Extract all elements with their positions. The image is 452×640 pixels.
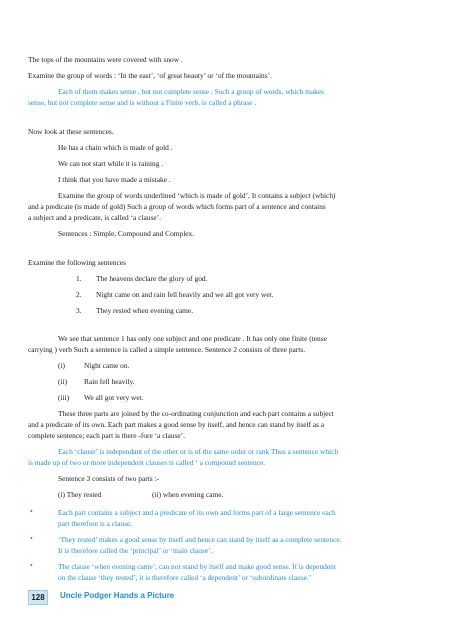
numbered-item-3-text: They rested when evening came.	[96, 306, 194, 315]
sentence-3-parts-intro: Sentence 3 consists of two parts :-	[58, 474, 159, 483]
section-2-heading: Now look at these sentences.	[28, 127, 114, 136]
bullet-2-line-2: It is therefore called the ‘principal’ or ‘main clause’.	[58, 546, 213, 555]
numbered-item-3-number: 3.	[76, 306, 82, 315]
coordination-line-2: and a predicate of its own. Each part makes a good sense by itself, and hence can stand by itself as a	[28, 420, 325, 429]
compound-definition-line-2: is made up of two or more independent clauses is called ‘ a compound sentence.	[28, 458, 266, 467]
footer-book-title: Uncle Podger Hands a Picture	[60, 591, 175, 600]
bullet-1-line-2: part therefore is a clause.	[58, 519, 133, 528]
sentence-3-part-2: (ii) when evening came.	[152, 490, 224, 499]
phrase-definition-line-1: Each of them makes sense , but not complete sense . Such a group of words, which makes	[58, 87, 324, 96]
bullet-3-marker: •	[30, 561, 33, 570]
sentence-types: Sentences : Simple, Compound and Complex.	[58, 229, 195, 238]
coordination-line-1: These three parts are joined by the co-ordinating conjunction and each part contains a subject	[58, 409, 334, 418]
example-sentence-2: We can not start while it is raining .	[58, 159, 164, 168]
intro-line-2: Examine the group of words : ‘In the east’, ‘of great beauty’ or ‘of the mountains’.	[28, 71, 272, 80]
bullet-2-marker: •	[30, 534, 33, 543]
compound-definition-line-1: Each ‘clause’ is independant of the other or is of the same order or rank Thus a sentence which	[58, 447, 339, 456]
clause-explanation-line-1: Examine the group of words underlined ‘which is made of gold’, It contains a subject (which)	[58, 191, 336, 200]
section-3-heading: Examine the following sentences	[28, 258, 126, 267]
part-1-number: (i)	[58, 361, 65, 370]
bullet-3-line-1: The clause ‘when evening came’, can not stand by itself and make good sense. It is dependent	[58, 562, 336, 571]
intro-line-1: The tops of the mountains were covered with snow .	[28, 55, 183, 64]
bullet-1-marker: •	[30, 507, 33, 516]
part-3-text: We all got very wet.	[84, 393, 144, 402]
page-number: 128	[28, 590, 48, 605]
simple-sentence-line-2: carrying ) verb Such a sentence is called a simple sentence. Sentence 2 consists of three parts.	[28, 345, 306, 354]
clause-explanation-line-3: a subject and a predicate, is called ‘a clause’.	[28, 213, 161, 222]
numbered-item-1-text: The heavens declare the glory of god.	[96, 274, 208, 283]
sentence-3-part-1: (i) They rested	[58, 490, 102, 499]
example-sentence-3: I think that you have made a mistake .	[58, 175, 171, 184]
numbered-item-2-number: 2.	[76, 290, 82, 299]
example-sentence-1: He has a chain which is made of gold .	[58, 143, 173, 152]
numbered-item-2-text: Night came on and rain fell heavily and we all got very wet.	[96, 290, 274, 299]
phrase-definition-line-2: sense, but not complete sense and is without a Finite verb, is called a phrase .	[28, 98, 257, 107]
bullet-3-line-2: on the clause ‘they rested’, it is therefore called ‘a dependent’ or ‘subordinate clause.’	[58, 573, 312, 582]
part-2-number: (ii)	[58, 377, 68, 386]
bullet-2-line-1: ‘They rested’ makes a good sense by itself and hence can stand by itself as a complete sentence.	[58, 535, 342, 544]
numbered-item-1-number: 1.	[76, 274, 82, 283]
clause-explanation-line-2: and a predicate (is made of gold) Such a group of words which forms part of a sentence and contains	[28, 202, 326, 211]
part-3-number: (iii)	[58, 393, 70, 402]
coordination-line-3: complete sentence; each part is there -fore ‘a clause’.	[28, 431, 185, 440]
bullet-1-line-1: Each part contains a subject and a predicate of its own and forms part of a large sentence each	[58, 508, 336, 517]
part-1-text: Night came on.	[84, 361, 130, 370]
simple-sentence-line-1: We see that sentence 1 has only one subject and one predicate . It has only one finite (tense	[58, 334, 327, 343]
part-2-text: Rain fell heavily.	[84, 377, 135, 386]
